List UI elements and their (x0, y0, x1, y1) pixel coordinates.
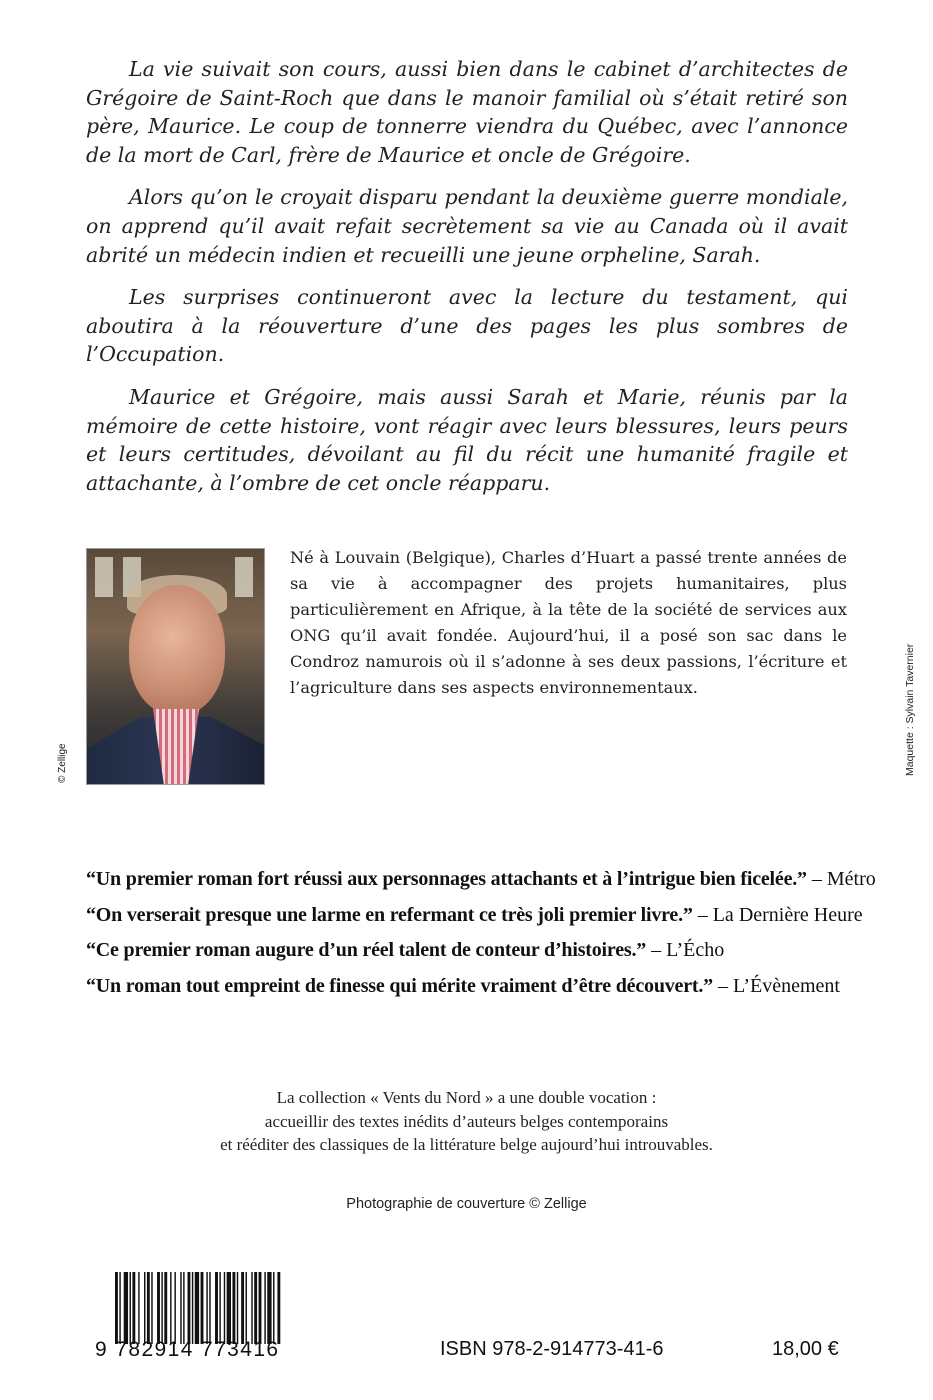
barcode-bar (138, 1272, 139, 1344)
author-photo (87, 549, 264, 784)
photo-face (129, 585, 225, 715)
author-bio: Né à Louvain (Belgique), Charles d’Huart a passé trente années de sa vie à accompagner des projets humanitaires, plus particulièrement en Afrique, à la tête de la société de services aux ONG qu’il avait fondée. Aujourd’hui, il a posé son sac dans le Condroz namurois où il s’adonne à ses deux passions, l’écriture et l’agriculture dans ses aspects environnementaux. (290, 548, 847, 697)
synopsis-paragraph: Les surprises continueront avec la lecture du testament, qui aboutira à la réouverture d’une des pages les plus sombres de l’Occupation. (86, 285, 848, 367)
quote-source: – L’Évènement (712, 974, 840, 997)
collection-line: accueillir des textes inédits d’auteurs belges contemporains (264, 1111, 669, 1131)
quote-text: “Ce premier roman augure d’un réel talent de conteur d’histoires.” (86, 939, 647, 961)
barcode-bar (201, 1272, 204, 1344)
barcode-bar (267, 1272, 271, 1344)
cover-photo-credit: Photographie de couverture © Zellige (346, 1196, 587, 1212)
barcode-bar (188, 1272, 191, 1344)
barcode-bar (246, 1272, 247, 1344)
barcode-bar (206, 1272, 207, 1344)
barcode-bar (170, 1272, 171, 1344)
barcode-block (95, 1272, 345, 1372)
barcode-bar (124, 1272, 128, 1344)
quote-source: – La Dernière Heure (692, 903, 863, 926)
quote-text: “Un roman tout empreint de finesse qui mérite vraiment d’être découvert.” (86, 974, 713, 997)
quote-text: “On verserait presque une larme en refermant ce très joli premier livre.” (86, 903, 693, 926)
photo-background-window (95, 557, 113, 597)
barcode-bar (224, 1272, 225, 1344)
barcode-bar (259, 1272, 262, 1344)
barcode-bar (151, 1272, 152, 1344)
photo-background-window (235, 557, 253, 597)
press-quotes (86, 862, 876, 1004)
synopsis-paragraph: La vie suivait son cours, aussi bien dans le cabinet d’architectes de Grégoire de Saint-Roch que dans le manoir familial où s’était retiré son père, Maurice. Le coup de tonnerre viendra du Québec, avec l’annonce de la mort de Carl, frère de Maurice et oncle de Grégoire. (86, 57, 848, 167)
press-quote (86, 933, 866, 969)
quote-source: – Métro (806, 868, 876, 890)
price: 18,00 € (772, 1338, 839, 1360)
collection-line: et rééditer des classiques de la littérature belge aujourd’hui introuvables. (220, 1135, 713, 1154)
barcode-bar (132, 1272, 135, 1344)
quote-source: – L’Écho (646, 939, 725, 961)
barcode-bar (192, 1272, 193, 1344)
barcode-bar (164, 1272, 167, 1344)
barcode-bar (157, 1272, 160, 1344)
barcode-bar (251, 1272, 252, 1344)
synopsis (86, 55, 848, 511)
barcode-bar (209, 1272, 210, 1344)
barcode (115, 1272, 343, 1344)
barcode-bar (273, 1272, 274, 1344)
barcode-bar (174, 1272, 175, 1344)
barcode-digits: 9 782914 773416 (95, 1338, 280, 1361)
isbn: ISBN 978-2-914773-41-6 (440, 1338, 664, 1360)
maquette-credit: Maquette : Sylvain Tavernier (904, 643, 916, 776)
synopsis-paragraph: Alors qu’on le croyait disparu pendant la deuxième guerre mondiale, on apprend qu’il avait refait secrètement sa vie au Canada où il avait abrité un médecin indien et recueilli une jeune orpheline, Sarah. (86, 185, 848, 267)
press-quote (86, 898, 866, 934)
barcode-bar (232, 1272, 235, 1344)
barcode-bar (130, 1272, 131, 1344)
barcode-bar (277, 1272, 280, 1344)
quote-text: “Un premier roman fort réussi aux personnages attachants et à l’intrigue bien ficelée.” (86, 868, 807, 890)
barcode-bar (227, 1272, 231, 1344)
barcode-bar (119, 1272, 120, 1344)
barcode-bar (215, 1272, 218, 1344)
collection-line: La collection « Vents du Nord » a une double vocation : (276, 1088, 657, 1107)
barcode-bar (147, 1272, 150, 1344)
barcode-bar (144, 1272, 145, 1344)
barcode-bar (195, 1272, 199, 1344)
synopsis-paragraph: Maurice et Grégoire, mais aussi Sarah et Marie, réunis par la mémoire de cette histoire, vont réagir avec leurs blessures, leurs peurs et leurs certitudes, dévoilant au fil du récit une humanité fragile et attachante, à l’ombre de cet oncle réapparu. (86, 384, 848, 495)
photo-credit: © Zellige (57, 743, 68, 783)
barcode-bar (254, 1272, 257, 1344)
barcode-bar (183, 1272, 184, 1344)
barcode-bar (161, 1272, 162, 1344)
collection-statement (0, 1086, 933, 1157)
barcode-bar (115, 1272, 118, 1344)
barcode-bar (180, 1272, 181, 1344)
barcode-bar (264, 1272, 265, 1344)
barcode-bar (241, 1272, 244, 1344)
press-quote (86, 969, 866, 1005)
barcode-bar (237, 1272, 238, 1344)
press-quote (86, 862, 876, 898)
barcode-bar (219, 1272, 220, 1344)
